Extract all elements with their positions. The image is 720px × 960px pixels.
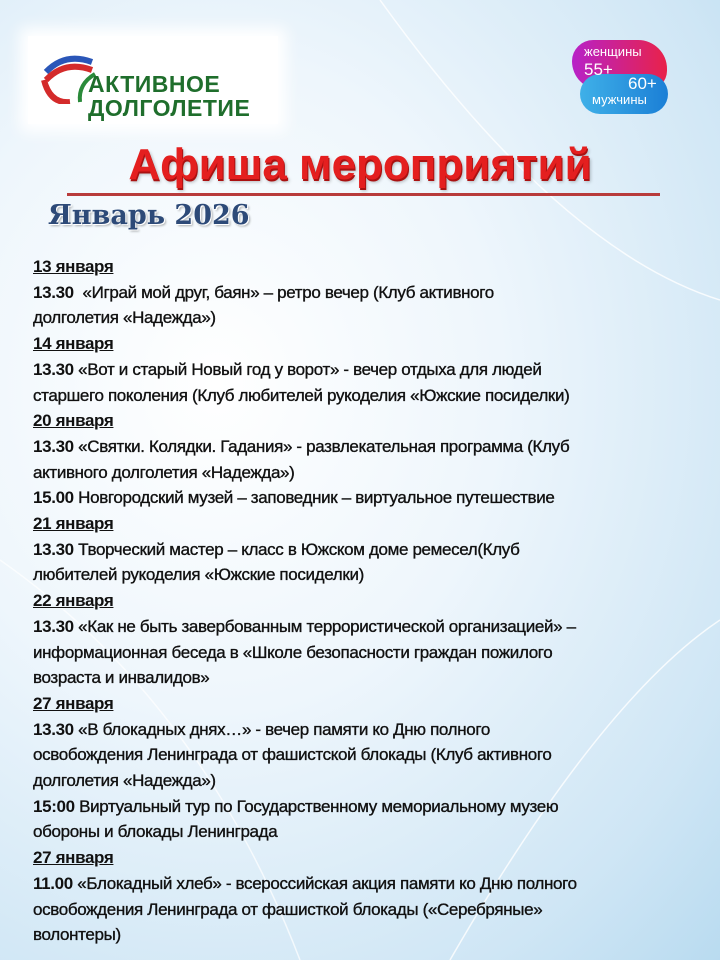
event-time: 13.30 xyxy=(33,282,74,302)
event-text: «Святки. Колядки. Гадания» - развлекательная программа (Клуб xyxy=(73,436,570,456)
event-date: 27 января xyxy=(33,693,114,713)
event-time: 15.00 xyxy=(33,488,74,508)
event-line xyxy=(33,922,713,948)
event-line xyxy=(33,460,713,486)
event-line xyxy=(33,383,713,409)
event-text: любителей рукоделия «Южские посиделки) xyxy=(33,565,364,585)
event-line xyxy=(33,562,713,588)
event-text: обороны и блокады Ленинграда xyxy=(33,822,278,842)
event-text: возраста и инвалидов» xyxy=(33,668,210,688)
event-line xyxy=(33,871,713,897)
event-line xyxy=(33,434,713,460)
event-time: 15:00 xyxy=(33,796,75,816)
badge-women: женщины xyxy=(584,44,642,59)
logo-line: АКТИВНОЕ xyxy=(88,71,221,97)
event-date: 21 января xyxy=(33,514,114,534)
title-divider xyxy=(67,193,660,196)
event-line xyxy=(33,897,713,923)
event-date: 20 января xyxy=(33,411,114,431)
logo-text xyxy=(88,72,250,120)
event-text: Виртуальный тур по Государственному мемориальному музею xyxy=(74,796,559,816)
event-line xyxy=(33,357,713,383)
event-line xyxy=(33,537,713,563)
badge-men: мужчины xyxy=(592,92,647,107)
event-line xyxy=(33,614,713,640)
page-title: Афиша мероприятий xyxy=(128,140,592,189)
event-text: «В блокадных днях…» - вечер памяти ко Дню полного xyxy=(73,719,490,739)
event-text: «Играй мой друг, баян» – ретро вечер (Клуб активного xyxy=(73,282,494,302)
event-time: 13.30 xyxy=(33,436,74,456)
event-time: 11.00 xyxy=(33,873,73,893)
event-time: 13.30 xyxy=(33,359,74,379)
event-text: Творческий мастер – класс в Южском доме ремесел(Клуб xyxy=(73,539,520,559)
age-badge-logo xyxy=(572,40,672,116)
event-text: «Вот и старый Новый год у ворот» - вечер отдыха для людей xyxy=(73,359,542,379)
event-line xyxy=(33,819,713,845)
active-longevity-logo xyxy=(28,36,278,124)
event-text: освобождения Ленинграда от фашистской блокады (Клуб активного xyxy=(33,745,552,765)
events-list xyxy=(33,254,713,948)
event-line xyxy=(33,280,713,306)
event-line xyxy=(33,742,713,768)
event-line xyxy=(33,768,713,794)
event-text: долголетия «Надежда») xyxy=(33,771,216,791)
event-text: Новгородский музей – заповедник – виртуальное путешествие xyxy=(73,488,555,508)
logo-line: ДОЛГОЛЕТИЕ xyxy=(88,95,251,121)
event-date: 22 января xyxy=(33,591,114,611)
event-text: освобождения Ленинграда от фашисткой блокады («Серебряные» xyxy=(33,899,543,919)
event-text: долголетия «Надежда») xyxy=(33,308,216,328)
event-line xyxy=(33,485,713,511)
badge-women-age: 55+ xyxy=(584,60,613,79)
event-text: активного долголетия «Надежда») xyxy=(33,462,295,482)
event-text: информационная беседа в «Школе безопасности граждан пожилого xyxy=(33,642,553,662)
event-line xyxy=(33,717,713,743)
event-date: 27 января xyxy=(33,848,114,868)
event-line xyxy=(33,305,713,331)
event-time: 13.30 xyxy=(33,719,74,739)
event-time: 13.30 xyxy=(33,539,74,559)
event-text: волонтеры) xyxy=(33,925,121,945)
event-text: «Как не быть завербованным террористической организацией» – xyxy=(73,616,576,636)
event-time: 13.30 xyxy=(33,616,74,636)
event-text: старшего поколения (Клуб любителей рукоделия «Южские посиделки) xyxy=(33,385,570,405)
event-line xyxy=(33,794,713,820)
event-line xyxy=(33,640,713,666)
event-text: «Блокадный хлеб» - всероссийская акция памяти ко Дню полного xyxy=(72,873,577,893)
event-line xyxy=(33,665,713,691)
event-date: 14 января xyxy=(33,334,114,354)
event-date: 13 января xyxy=(33,257,114,276)
badge-men-age: 60+ xyxy=(628,74,657,93)
month-heading: Январь 2026 xyxy=(48,200,250,231)
